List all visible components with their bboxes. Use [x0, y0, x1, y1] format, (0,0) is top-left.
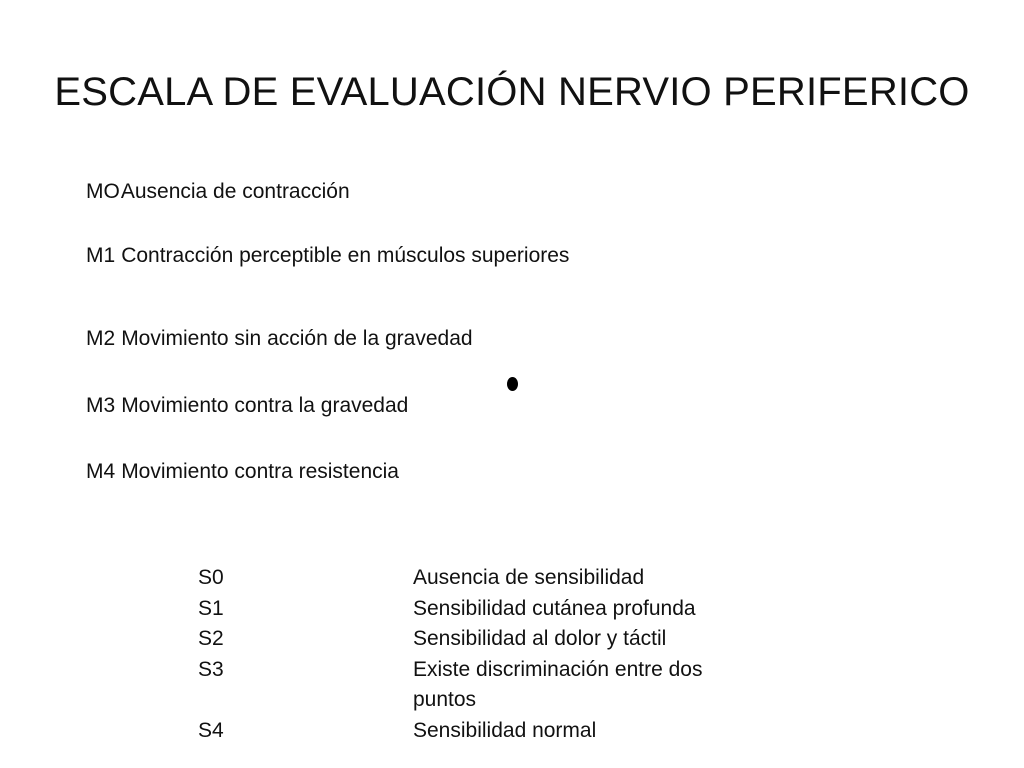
motor-description: Movimiento contra resistencia	[121, 460, 399, 483]
sensory-code: S3	[198, 658, 224, 681]
sensory-code: S0	[198, 566, 224, 589]
sensory-scale-row-s4	[198, 719, 596, 743]
motor-description: Movimiento sin acción de la gravedad	[121, 327, 473, 350]
sensory-code: S1	[198, 597, 224, 620]
motor-code: M3	[86, 394, 116, 417]
stray-bullet-dot	[507, 377, 518, 391]
sensory-description: Existe discriminación entre dos	[413, 658, 703, 681]
slide-title: ESCALA DE EVALUACIÓN NERVIO PERIFERICO	[54, 70, 970, 114]
sensory-description: Ausencia de sensibilidad	[413, 566, 645, 589]
motor-description: Movimiento contra la gravedad	[121, 394, 409, 417]
sensory-scale-row-s0	[198, 566, 644, 590]
motor-code: M4	[86, 460, 116, 483]
motor-code: M1	[86, 244, 116, 267]
motor-code: M2	[86, 327, 116, 350]
sensory-scale-row-s1	[198, 597, 696, 621]
sensory-description-continuation: puntos	[413, 688, 477, 711]
sensory-code: S2	[198, 627, 224, 650]
sensory-scale-row-s3	[198, 658, 702, 682]
sensory-code: S4	[198, 719, 224, 742]
motor-description: Contracción perceptible en músculos superiores	[121, 244, 570, 267]
sensory-description: Sensibilidad normal	[413, 719, 597, 742]
motor-code: MO	[86, 180, 120, 203]
motor-scale-row-m4	[86, 460, 399, 484]
sensory-description: Sensibilidad al dolor y táctil	[413, 627, 667, 650]
motor-scale-row-m2	[86, 327, 473, 351]
motor-scale-row-m3	[86, 394, 408, 418]
motor-description: Ausencia de contracción	[120, 180, 350, 203]
motor-scale-row-m0	[86, 180, 350, 204]
sensory-scale-row-s2	[198, 627, 666, 651]
motor-scale-row-m1	[86, 244, 569, 268]
sensory-description: Sensibilidad cutánea profunda	[413, 597, 696, 620]
